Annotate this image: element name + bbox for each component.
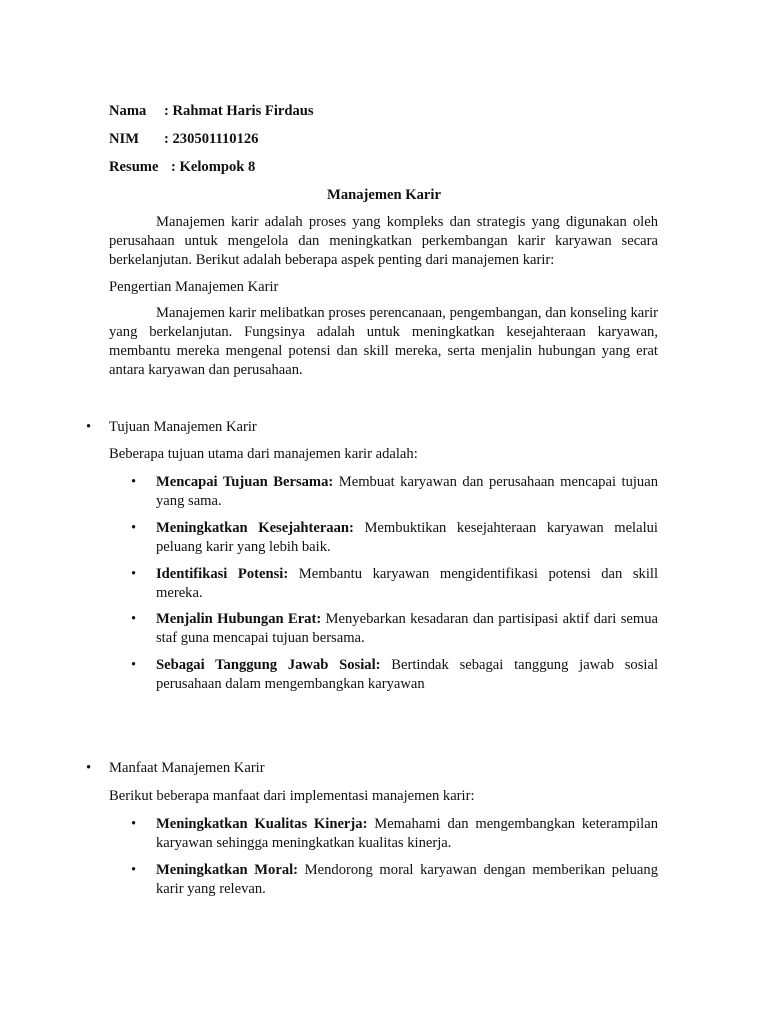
resume-value: : Kelompok 8 (171, 159, 256, 175)
list-item (131, 861, 659, 899)
pengertian-heading: Pengertian Manajemen Karir (109, 279, 279, 295)
list-item-text: Membuktikan kesejahteraan karyawan melalui peluang karir yang lebih baik. (156, 520, 658, 555)
list-item (131, 610, 658, 648)
manfaat-section-heading (86, 759, 265, 778)
bullet-icon: • (131, 474, 137, 490)
list-item-title: Menjalin Hubungan Erat: (156, 611, 322, 627)
list-item (131, 473, 658, 511)
resume-line (109, 158, 255, 177)
manfaat-heading: Manfaat Manajemen Karir (109, 760, 265, 776)
list-item-title: Sebagai Tanggung Jawab Sosial: (156, 657, 381, 673)
bullet-icon: • (131, 816, 137, 832)
tujuan-lead: Beberapa tujuan utama dari manajemen karir adalah: (109, 446, 418, 462)
bullet-icon: • (86, 419, 92, 435)
tujuan-section-heading (86, 418, 257, 437)
bullet-icon: • (131, 657, 137, 673)
nama-line (109, 102, 314, 121)
pengertian-paragraph: Manajemen karir melibatkan proses perencanaan, pengembangan, dan konseling karir yang berkelanjutan. Fungsinya adalah untuk meningkatkan kesejahteraan karyawan, membantu mereka mengenal potensi dan skill mereka, serta menjalin hubungan yang erat antara karyawan dan perusahaan. (109, 305, 658, 378)
bullet-icon: • (131, 566, 137, 582)
list-item-title: Meningkatkan Kesejahteraan: (156, 520, 354, 536)
bullet-icon: • (131, 862, 137, 878)
list-item-text: Memahami dan mengembangkan keterampilan karyawan sehingga meningkatkan kualitas kinerja. (156, 816, 659, 851)
list-item-text: Bertindak sebagai tanggung jawab sosial perusahaan dalam mengembangkan karyawan (156, 657, 658, 692)
list-item-text: Mendorong moral karyawan dengan memberikan peluang karir yang relevan. (156, 862, 659, 897)
list-item-text: Membuat karyawan dan perusahaan mencapai tujuan yang sama. (156, 474, 658, 509)
bullet-icon: • (131, 611, 137, 627)
nim-label: NIM (109, 131, 139, 147)
bullet-icon: • (86, 760, 92, 776)
intro-paragraph: Manajemen karir adalah proses yang kompleks dan strategis yang digunakan oleh perusahaan untuk mengelola dan meningkatkan perkembangan karir karyawan secara berkelanjutan. Berikut adalah beberapa aspek penting dari manajemen karir: (109, 214, 658, 268)
nama-value: : Rahmat Haris Firdaus (164, 103, 314, 119)
nim-line (109, 130, 258, 149)
tujuan-heading: Tujuan Manajemen Karir (109, 419, 257, 435)
list-item-text: Membantu karyawan mengidentifikasi potensi dan skill mereka. (156, 566, 658, 601)
list-item-text: Menyebarkan kesadaran dan partisipasi aktif dari semua staf guna mencapai tujuan bersama. (156, 611, 658, 646)
list-item (131, 656, 658, 694)
resume-label: Resume (109, 159, 159, 175)
document-title: Manajemen Karir (327, 187, 441, 203)
list-item (131, 519, 658, 557)
list-item-title: Identifikasi Potensi: (156, 566, 289, 582)
nama-label: Nama (109, 103, 147, 119)
nim-value: : 230501110126 (164, 131, 259, 147)
list-item-title: Meningkatkan Moral: (156, 862, 299, 878)
list-item-title: Meningkatkan Kualitas Kinerja: (156, 816, 368, 832)
manfaat-lead: Berikut beberapa manfaat dari implementasi manajemen karir: (109, 788, 475, 804)
bullet-icon: • (131, 520, 137, 536)
list-item-title: Mencapai Tujuan Bersama: (156, 474, 334, 490)
list-item (131, 815, 659, 853)
list-item (131, 565, 658, 603)
